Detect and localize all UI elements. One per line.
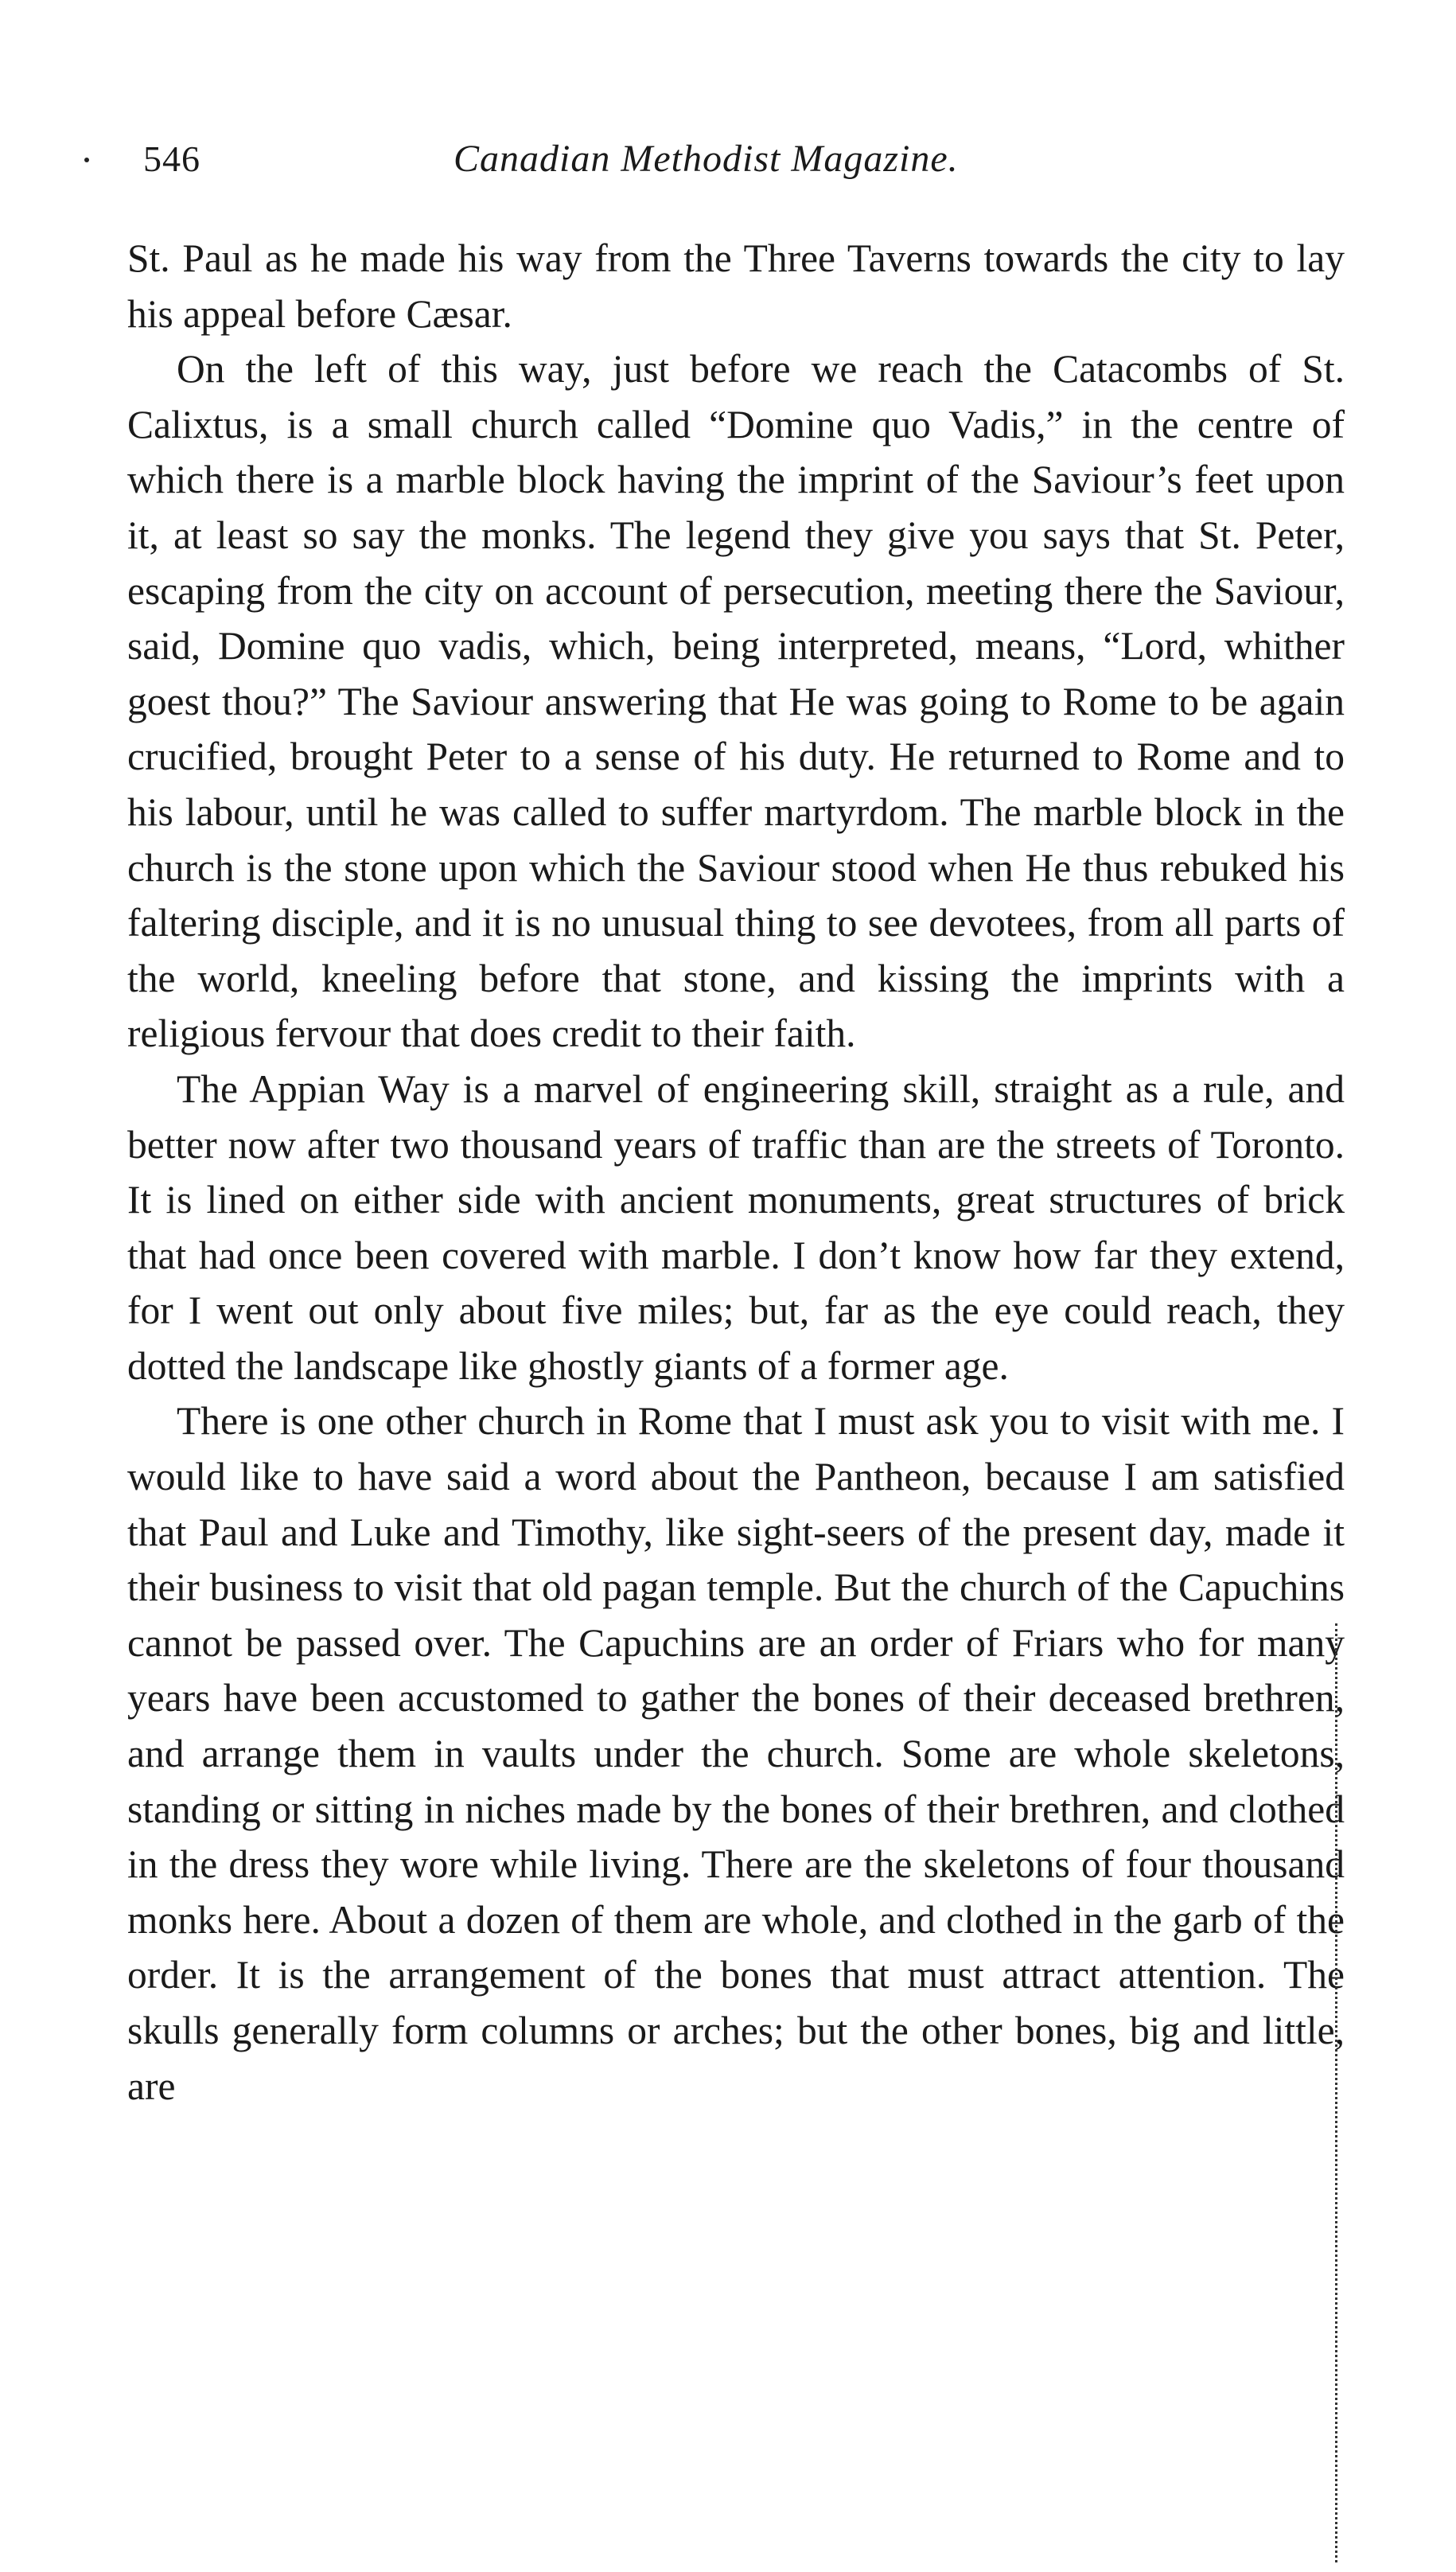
paragraph-4: There is one other church in Rome that I must ask you to visit with me. I would like to have said a word about the Pantheon, because I am satisfied that Paul and Luke and Timothy, like sight-seers of the present day, made it their business to visit that old pagan temple. But the church of the Capuchins cannot be passed over. The Capuchins are an order of Friars who for many years have been accustomed to gather the bones of their deceased brethren, and arrange them in vaults under the church. Some are whole skeletons, standing or sitting in niches made by the bones of their brethren, and clothed in the dress they wore while living. There are the skeletons of four thousand monks here. About a dozen of them are whole, and clothed in the garb of the order. It is the arrangement of the bones that must attract attention. The skulls generally form columns or arches; but the other bones, big and little, are: [127, 1399, 1345, 2108]
page-number: 546: [143, 138, 200, 179]
page-header: [143, 131, 1337, 187]
paragraph-1: St. Paul as he made his way from the Three Taverns towards the city to lay his appeal before Cæsar.: [127, 236, 1345, 336]
paragraph-2: On the left of this way, just before we reach the Catacombs of St. Calixtus, is a small church called “Domine quo Vadis,” in the centre of which there is a marble block having the imprint of the Saviour’s feet upon it, at least so say the monks. The legend they give you says that St. Peter, escaping from the city on account of persecution, meeting there the Saviour, said, Domine quo vadis, which, being interpreted, means, “Lord, whither goest thou?” The Saviour answering that He was going to Rome to be again crucified, brought Peter to a sense of his duty. He returned to Rome and to his labour, until he was called to suffer martyrdom. The marble block in the church is the stone upon which the Saviour stood when He thus rebuked his faltering disciple, and it is no unusual thing to see devotees, from all parts of the world, kneeling before that stone, and kissing the imprints with a religious fervour that does credit to their faith.: [127, 347, 1345, 1056]
margin-dot: [84, 158, 89, 162]
body-text: [127, 231, 1345, 2114]
binding-edge-mark: [1335, 1623, 1340, 2562]
running-title: Canadian Methodist Magazine.: [454, 138, 959, 180]
paragraph-3: The Appian Way is a marvel of engineering skill, straight as a rule, and better now after two thousand years of traffic than are the streets of Toronto. It is lined on either side with ancient monuments, great structures of brick that had once been covered with marble. I don’t know how far they extend, for I went out only about five miles; but, far as the eye could reach, they dotted the landscape like ghostly giants of a former age.: [127, 1066, 1345, 1388]
